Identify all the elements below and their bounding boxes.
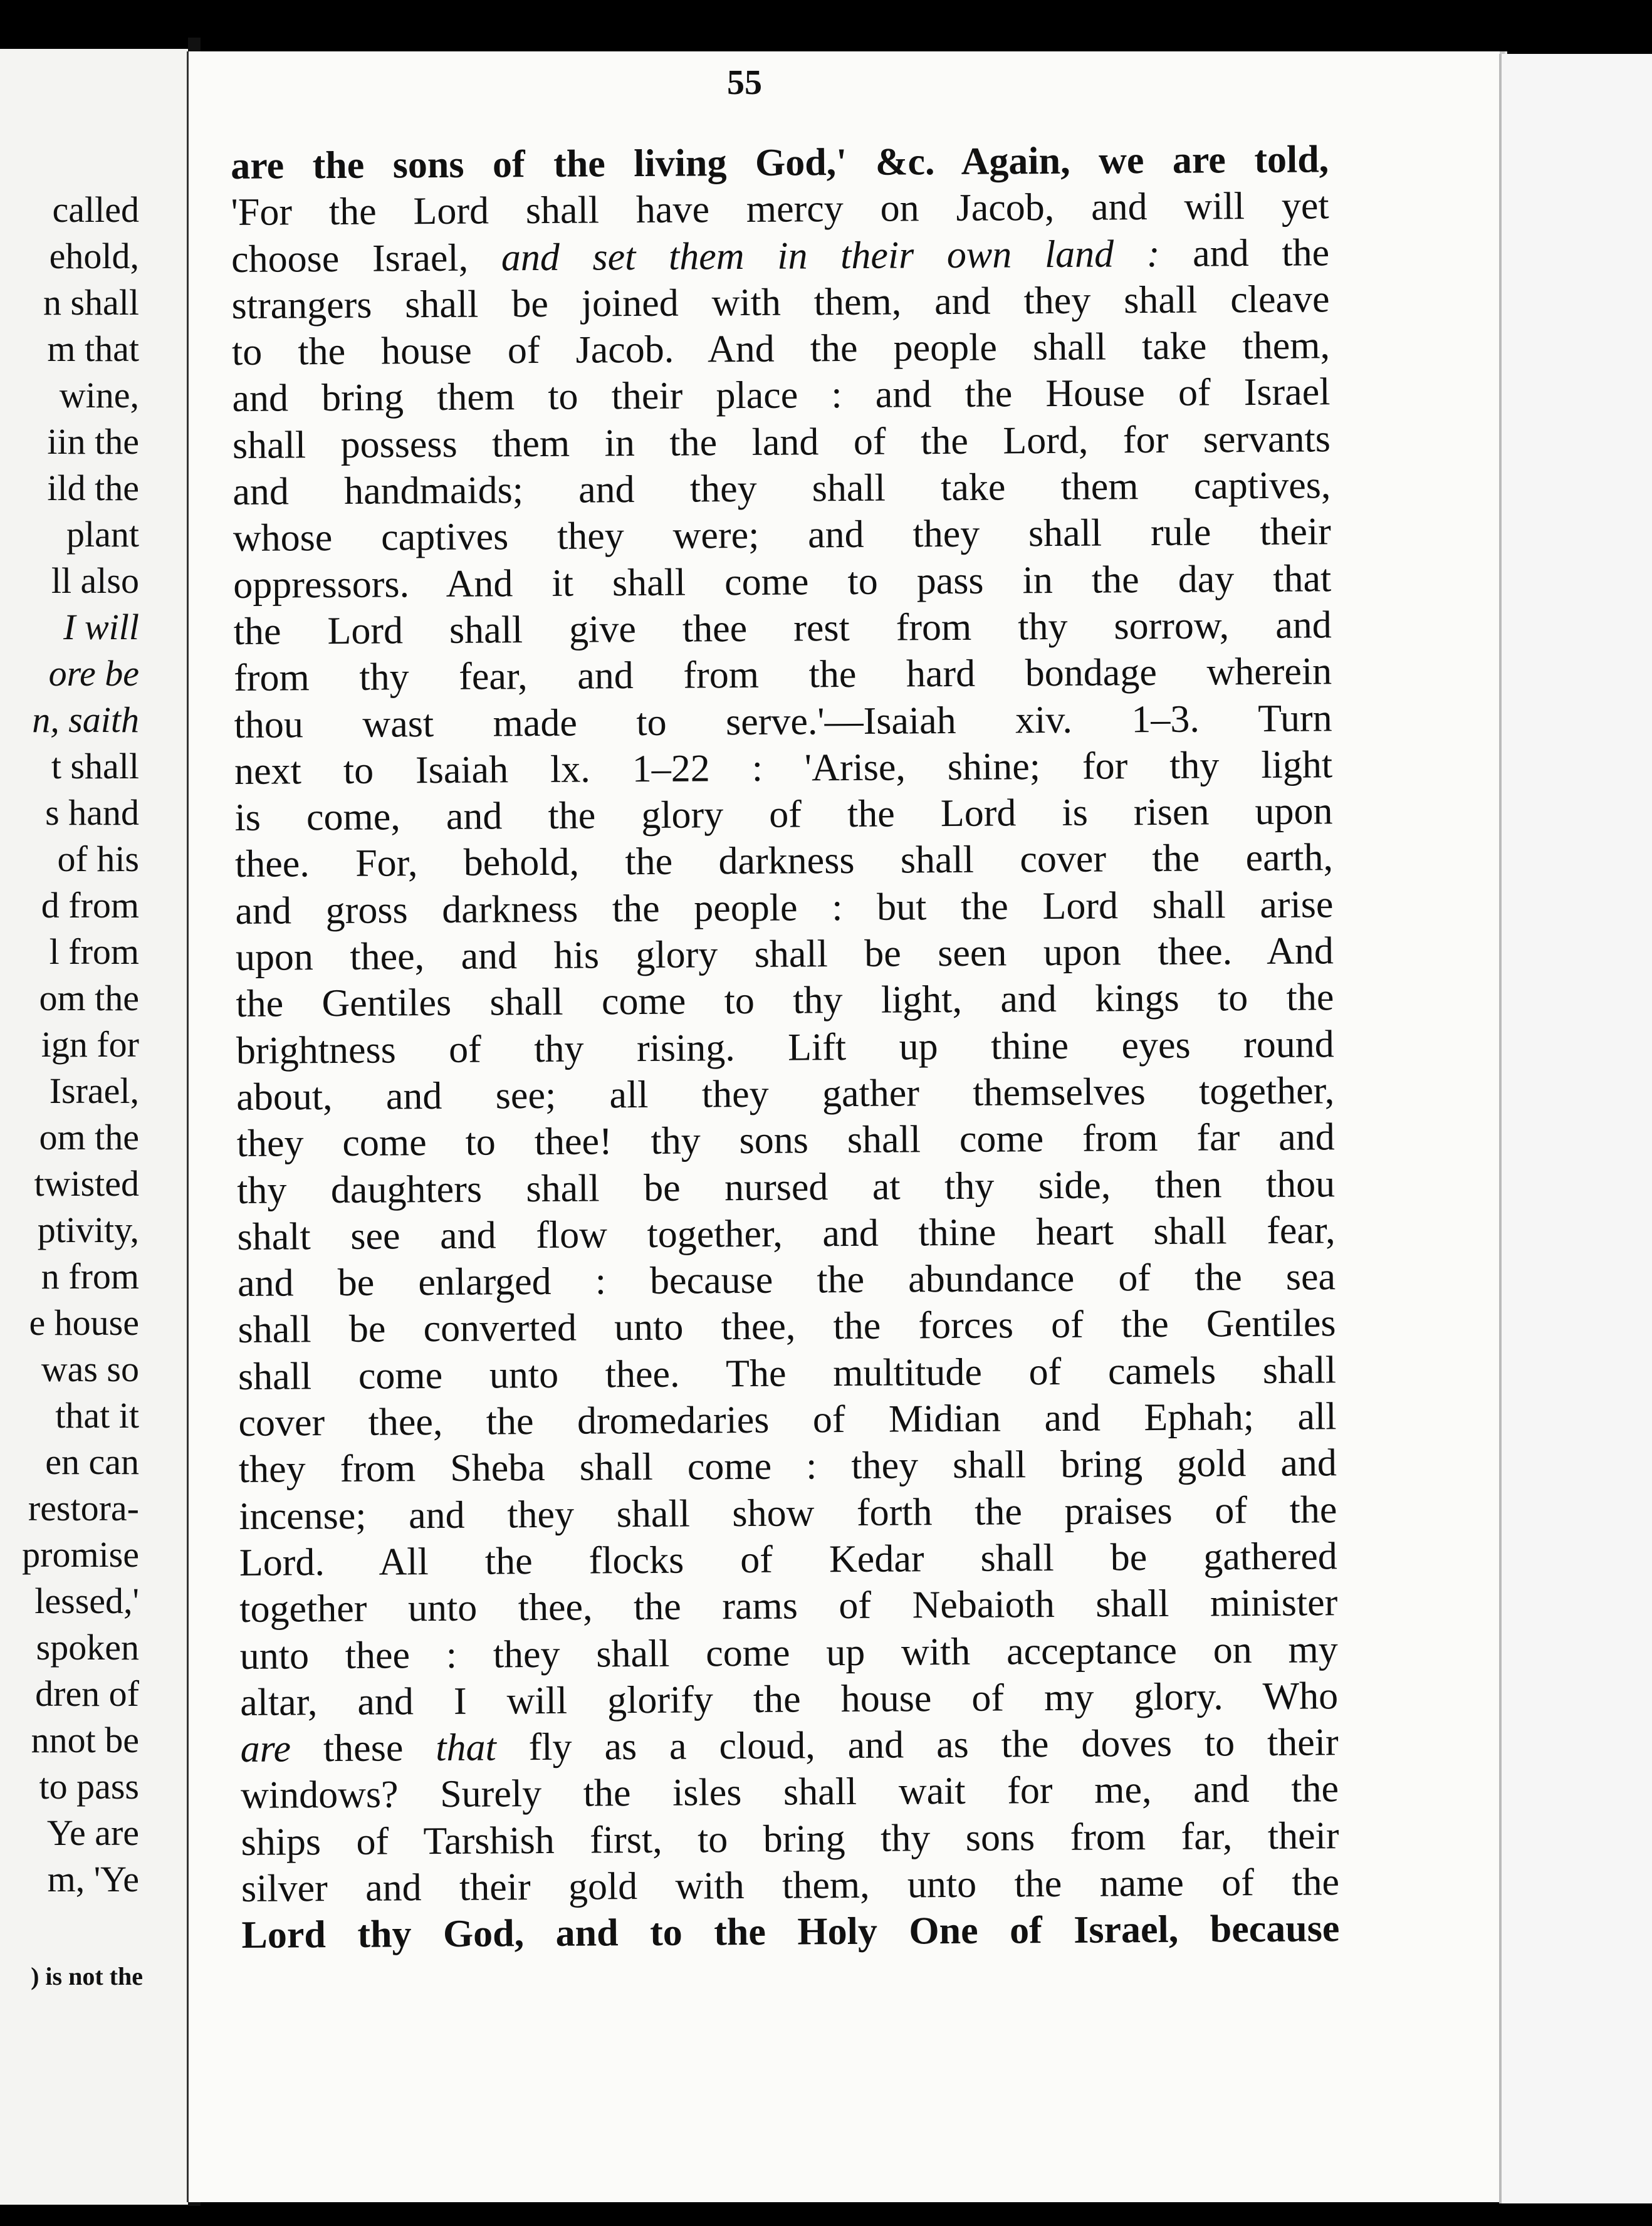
text-line: and be enlarged : because the abundance of the sea <box>237 1255 1336 1305</box>
left-line: lessed,' <box>34 1581 139 1621</box>
text-line: Lord thy God, and to the Holy One of Israel, because <box>241 1907 1340 1957</box>
left-line: wine, <box>59 375 139 415</box>
left-line: m that <box>47 328 139 369</box>
left-line: e house <box>29 1302 139 1343</box>
text-line: incense; and they shall show forth the praises of the <box>239 1488 1337 1538</box>
text-line: windows? Surely the isles shall wait for me, and the <box>240 1767 1339 1817</box>
left-line: called <box>52 189 139 230</box>
text-line: strangers shall be joined with them, and they shall cleave <box>231 278 1330 327</box>
text-line: 'For the Lord shall have mercy on Jacob, and will yet <box>231 184 1329 234</box>
text-line: and handmaids; and they shall take them captives, <box>233 464 1331 514</box>
left-line: n from <box>41 1256 139 1297</box>
text-line: whose captives they were; and they shall rule their <box>233 510 1332 560</box>
left-line: s hand <box>45 792 139 833</box>
left-line: restora- <box>28 1488 139 1528</box>
left-line: ehold, <box>49 236 139 276</box>
page-edge <box>1499 54 1652 2203</box>
text-line: next to Isaiah lx. 1–22 : 'Arise, shine; for thy light <box>234 743 1333 793</box>
left-line: om the <box>39 1117 139 1157</box>
left-line: ore be <box>48 653 139 694</box>
text-line: upon thee, and his glory shall be seen upon thee. And <box>235 929 1334 980</box>
left-line: Ye are <box>46 1812 139 1853</box>
text-line: altar, and I will glorify the house of my glory. Who <box>239 1675 1339 1724</box>
text-line: unto thee : they shall come up with acceptance on my <box>239 1628 1338 1678</box>
text-line: from thy fear, and from the hard bondage wherein <box>234 650 1332 700</box>
text-line: shall be converted unto thee, the forces of the Gentiles <box>238 1302 1336 1352</box>
left-line: promise <box>22 1534 139 1575</box>
left-line: ign for <box>41 1024 139 1065</box>
left-line: ild the <box>47 468 139 508</box>
body-text <box>231 136 1340 1958</box>
left-line: spoken <box>36 1627 139 1668</box>
left-line: plant <box>66 514 139 555</box>
text-line: brightness of thy rising. Lift up thine eyes round <box>236 1022 1335 1072</box>
text-line: oppressors. And it shall come to pass in the day that <box>233 556 1332 607</box>
text-segment: fly as a cloud, and as the doves to their <box>528 1721 1339 1769</box>
left-line: t shall <box>51 746 139 786</box>
text-line: they come to thee! thy sons shall come from far and <box>236 1116 1335 1166</box>
left-line: en can <box>45 1441 139 1482</box>
italic-segment: that <box>436 1726 496 1770</box>
left-line: iin the <box>47 421 139 462</box>
text-line: Lord. All the flocks of Kedar shall be gathered <box>239 1535 1338 1584</box>
text-line: they from Sheba shall come : they shall bring gold and <box>238 1441 1337 1492</box>
left-line: was so <box>41 1349 139 1389</box>
text-segment: and the <box>1192 231 1330 275</box>
left-line: n shall <box>43 282 139 323</box>
left-line: nnot be <box>31 1720 139 1760</box>
text-line <box>240 1719 1338 1772</box>
text-segment: these <box>323 1727 404 1770</box>
left-line: I will <box>63 607 139 647</box>
left-page <box>0 49 192 2205</box>
text-line <box>231 229 1329 283</box>
left-line: ptivity, <box>37 1210 139 1250</box>
italic-segment: and set them in their own land : <box>501 232 1160 279</box>
text-line: together unto thee, the rams of Nebaioth shall minister <box>239 1581 1338 1631</box>
text-line: is come, and the glory of the Lord is risen upon <box>234 790 1333 840</box>
text-line: thee. For, behold, the darkness shall cover the earth, <box>234 836 1334 886</box>
text-line: cover thee, the dromedaries of Midian and Ephah; all <box>238 1395 1337 1445</box>
text-line: shall come unto thee. The multitude of camels shall <box>238 1348 1337 1398</box>
text-line: about, and see; all they gather themselves together, <box>236 1069 1335 1119</box>
left-line: l from <box>49 931 139 972</box>
text-segment: choose Israel, <box>231 236 469 281</box>
left-line: m, 'Ye <box>47 1859 139 1899</box>
text-line: and gross darkness the people : but the Lord shall arise <box>235 883 1334 933</box>
left-line: of his <box>57 839 139 879</box>
left-line: twisted <box>34 1163 139 1204</box>
left-line: to pass <box>39 1766 139 1807</box>
left-line: Israel, <box>49 1070 139 1111</box>
text-line: silver and their gold with them, unto the name of the <box>241 1861 1340 1910</box>
left-line: om the <box>39 978 139 1018</box>
text-line: the Lord shall give thee rest from thy sorrow, and <box>233 604 1332 653</box>
text-line: shall possess them in the land of the Lord, for servants <box>232 417 1331 467</box>
left-line: ll also <box>51 560 139 601</box>
text-line: are the sons of the living God,' &c. Again, we are told, <box>231 138 1329 187</box>
left-page-text <box>22 187 139 1903</box>
text-line: and bring them to their place : and the House of Israel <box>232 370 1330 421</box>
text-line: ships of Tarshish first, to bring thy sons from far, their <box>241 1814 1339 1864</box>
left-line: d from <box>41 885 139 926</box>
left-line: dren of <box>35 1673 139 1714</box>
text-line: to the house of Jacob. And the people shall take them, <box>231 324 1330 374</box>
left-line: n, saith <box>32 699 139 740</box>
text-line: shalt see and flow together, and thine heart shall fear, <box>237 1209 1336 1258</box>
text-line: thy daughters shall be nursed at thy side, then thou <box>237 1162 1336 1212</box>
left-line: that it <box>55 1395 139 1436</box>
left-footnote: ) is not the <box>31 1962 143 1990</box>
page-number: 55 <box>727 63 762 102</box>
text-line: thou wast made to serve.'—Isaiah xiv. 1–3. Turn <box>234 696 1332 746</box>
text-line: the Gentiles shall come to thy light, and kings to the <box>236 976 1334 1026</box>
italic-segment: are <box>240 1727 291 1771</box>
